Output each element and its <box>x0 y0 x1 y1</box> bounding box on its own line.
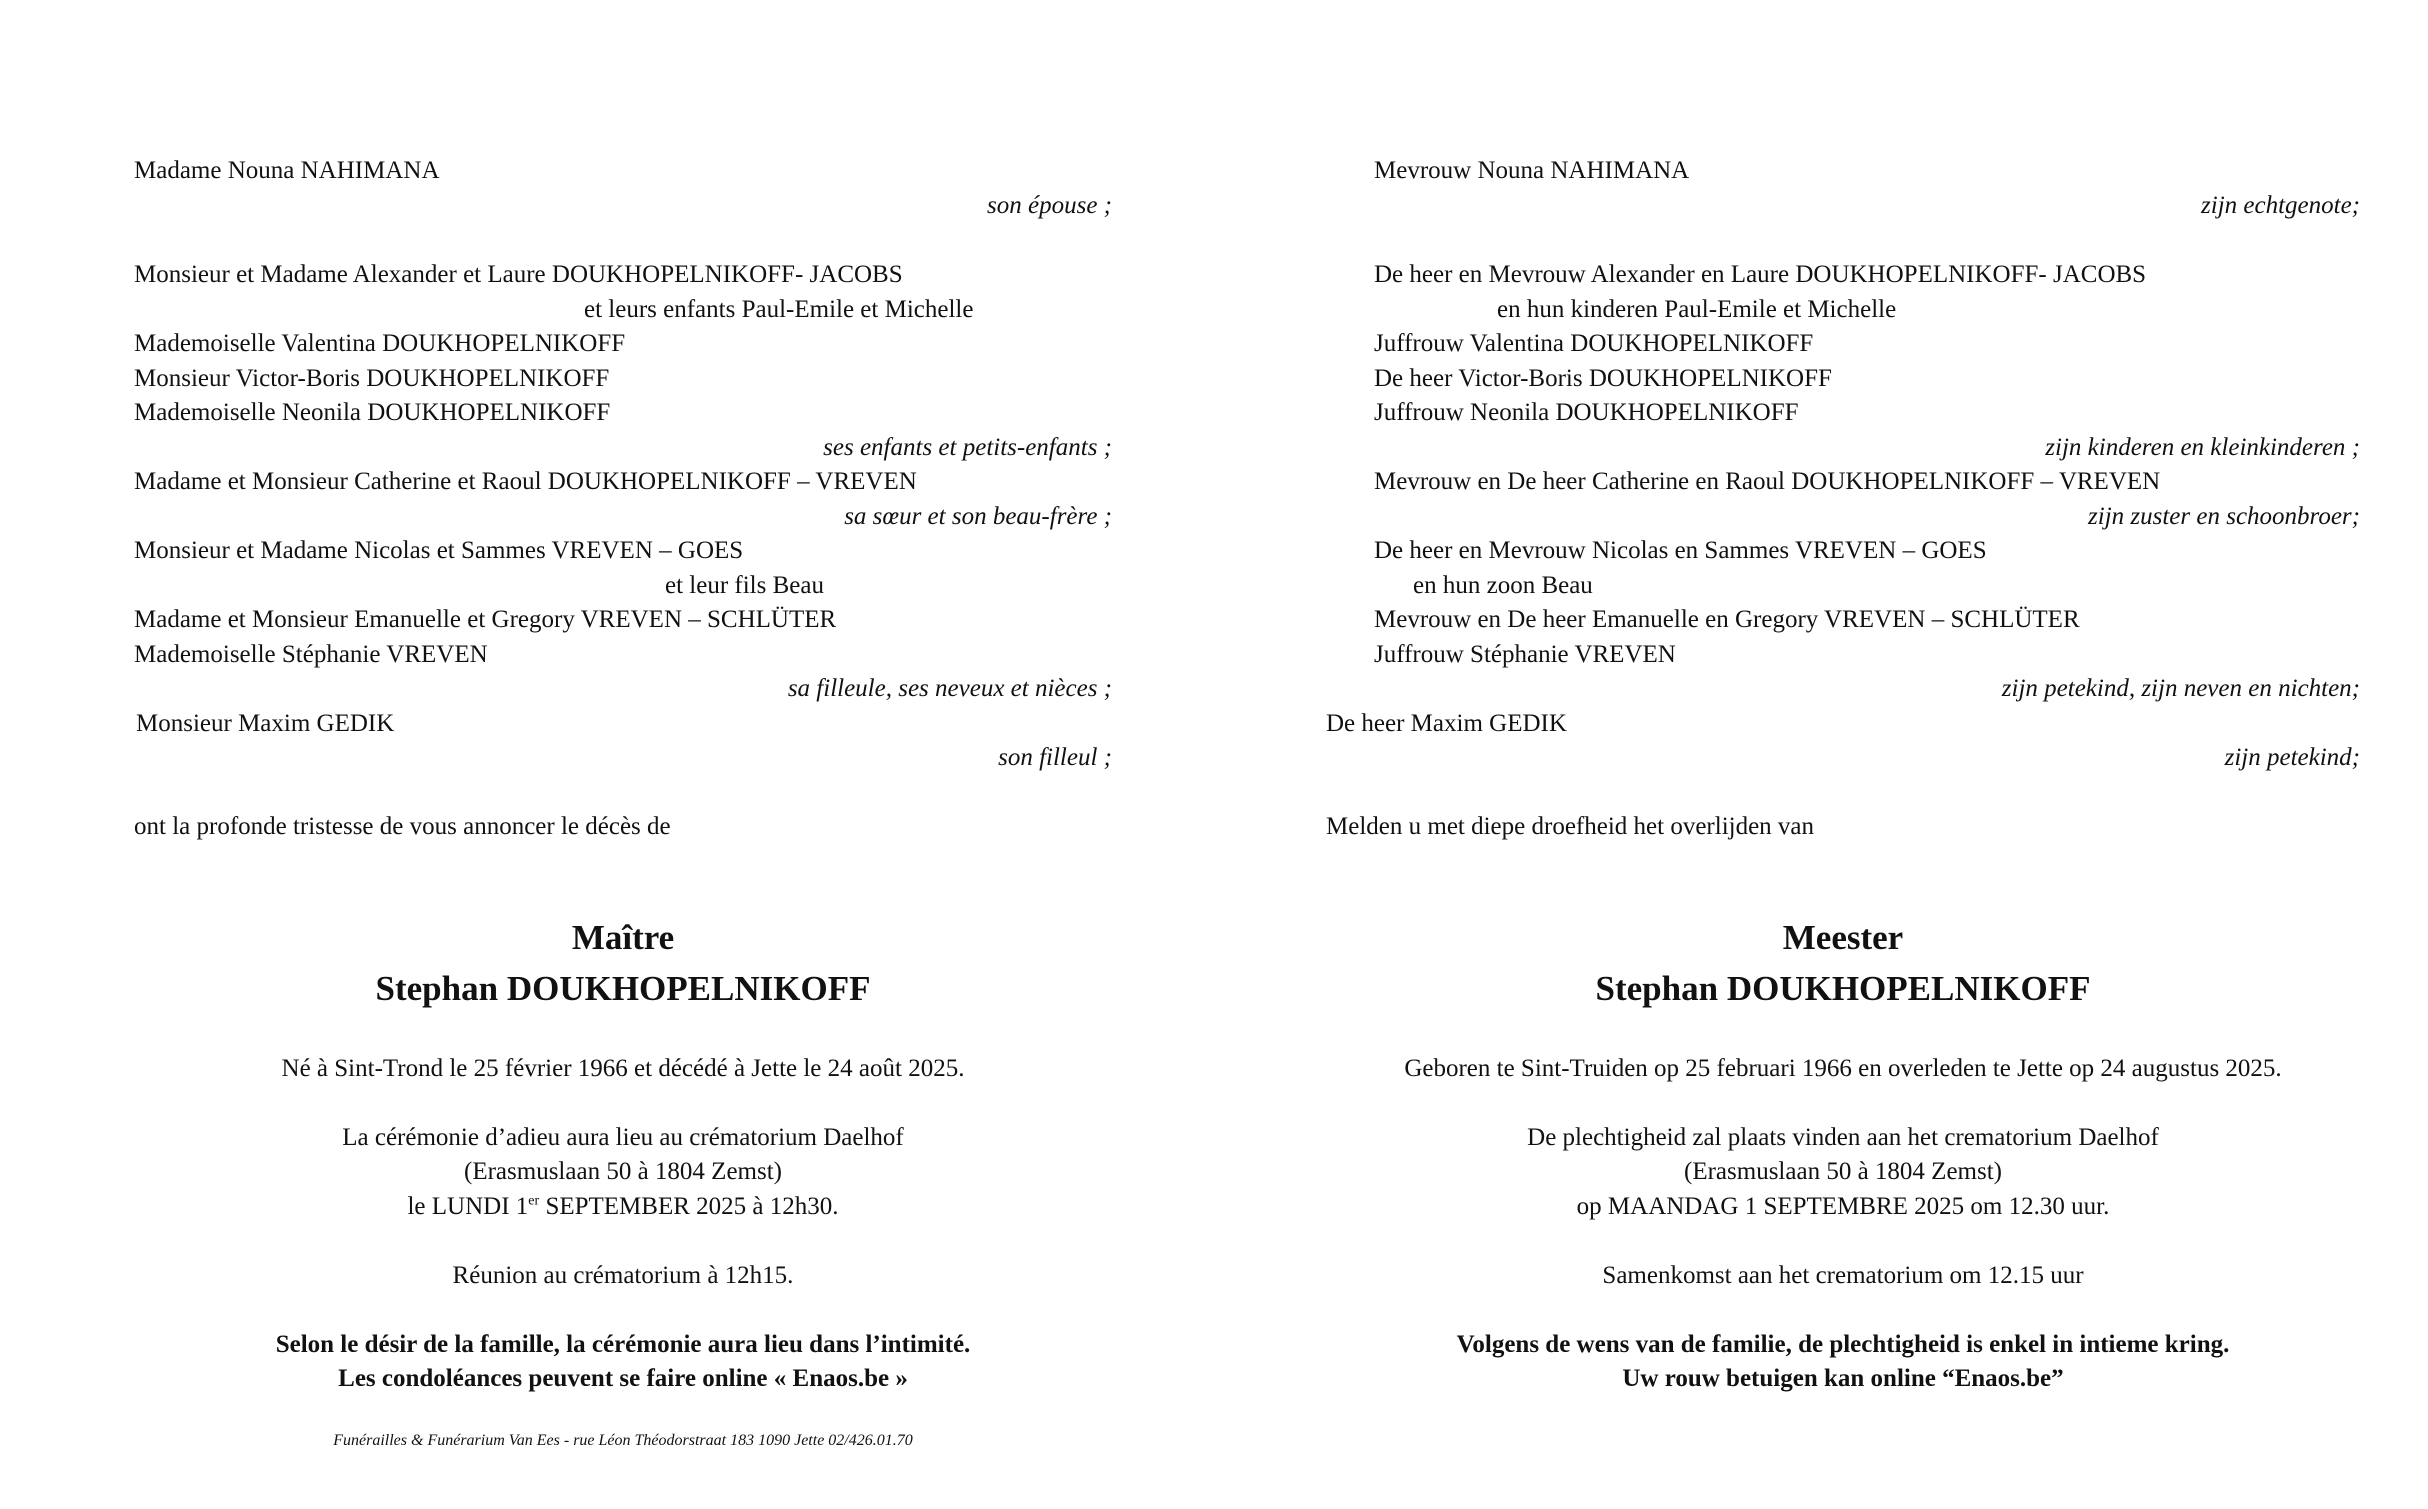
family-line: De heer en Mevrouw Nicolas en Sammes VREVEN – GOES <box>1374 537 1987 564</box>
relation-label: son épouse ; <box>987 192 1112 219</box>
relation-label: zijn petekind; <box>2224 744 2360 771</box>
family-line: Monsieur Maxim GEDIK <box>136 710 395 737</box>
relation-label: zijn zuster en schoonbroer; <box>2088 503 2360 530</box>
family-line: Juffrouw Stéphanie VREVEN <box>1374 641 1676 668</box>
birth-death-line: Né à Sint-Trond le 25 février 1966 et décédé à Jette le 24 août 2025. <box>281 1055 965 1082</box>
family-line: Madame et Monsieur Catherine et Raoul DOUKHOPELNIKOFF – VREVEN <box>134 468 917 495</box>
relation-label: zijn kinderen en kleinkinderen ; <box>2045 434 2360 461</box>
birth-death-line: Geboren te Sint-Truiden op 25 februari 1966 en overleden te Jette op 24 augustus 2025. <box>1404 1055 2282 1082</box>
family-line: Mademoiselle Valentina DOUKHOPELNIKOFF <box>134 330 626 357</box>
condolences-line: Les condoléances peuvent se faire online « Enaos.be » <box>338 1365 908 1392</box>
reunion-line: Réunion au crématorium à 12h15. <box>452 1262 794 1289</box>
family-line: Mademoiselle Neonila DOUKHOPELNIKOFF <box>134 399 611 426</box>
family-line: et leurs enfants Paul-Emile et Michelle <box>584 296 974 323</box>
deceased-name: Stephan DOUKHOPELNIKOFF <box>375 969 871 1008</box>
address-line: (Erasmuslaan 50 à 1804 Zemst) <box>464 1158 782 1185</box>
family-line: Monsieur et Madame Alexander et Laure DOUKHOPELNIKOFF- JACOBS <box>134 261 903 288</box>
family-line: et leur fils Beau <box>665 572 824 599</box>
family-line: Madame Nouna NAHIMANA <box>134 157 440 184</box>
relation-label: zijn petekind, zijn neven en nichten; <box>2001 675 2360 702</box>
ceremony-line: De plechtigheid zal plaats vinden aan het crematorium Daelhof <box>1527 1124 2159 1151</box>
french-notice <box>134 0 1112 1509</box>
family-line: Juffrouw Neonila DOUKHOPELNIKOFF <box>1374 399 1799 426</box>
deceased-title: Meester <box>1782 918 1904 957</box>
address-line: (Erasmuslaan 50 à 1804 Zemst) <box>1684 1158 2002 1185</box>
family-line: Juffrouw Valentina DOUKHOPELNIKOFF <box>1374 330 1814 357</box>
family-line: Mevrouw en De heer Emanuelle en Gregory VREVEN – SCHLÜTER <box>1374 606 2080 633</box>
announcement: Melden u met diepe droefheid het overlijden van <box>1326 813 1815 840</box>
relation-label: son filleul ; <box>998 744 1112 771</box>
wish-line: Selon le désir de la famille, la cérémonie aura lieu dans l’intimité. <box>275 1331 971 1358</box>
family-line: Mevrouw en De heer Catherine en Raoul DOUKHOPELNIKOFF – VREVEN <box>1374 468 2161 495</box>
relation-label: ses enfants et petits-enfants ; <box>823 434 1112 461</box>
relation-label: sa sœur et son beau-frère ; <box>844 503 1112 530</box>
funeral-home-footer: Funérailles & Funérarium Van Ees - rue Léon Théodorstraat 183 1090 Jette 02/426.01.70 <box>333 1432 913 1449</box>
ceremony-date: op MAANDAG 1 SEPTEMBRE 2025 om 12.30 uur. <box>1576 1193 2110 1220</box>
family-line: Madame et Monsieur Emanuelle et Gregory VREVEN – SCHLÜTER <box>134 606 837 633</box>
family-line: en hun kinderen Paul-Emile et Michelle <box>1497 296 1897 323</box>
relation-label: sa filleule, ses neveux et nièces ; <box>787 675 1112 702</box>
dutch-notice <box>1326 0 2360 1509</box>
ceremony-line: La cérémonie d’adieu aura lieu au crématorium Daelhof <box>342 1124 904 1151</box>
relation-label: zijn echtgenote; <box>2201 192 2360 219</box>
family-line: De heer Maxim GEDIK <box>1326 710 1567 737</box>
family-line: De heer en Mevrouw Alexander en Laure DOUKHOPELNIKOFF- JACOBS <box>1374 261 2147 288</box>
wish-line: Volgens de wens van de familie, de plechtigheid is enkel in intieme kring. <box>1456 1331 2230 1358</box>
family-line: Monsieur et Madame Nicolas et Sammes VREVEN – GOES <box>134 537 744 564</box>
family-line: en hun zoon Beau <box>1413 572 1593 599</box>
deceased-name: Stephan DOUKHOPELNIKOFF <box>1595 969 2091 1008</box>
reunion-line: Samenkomst aan het crematorium om 12.15 uur <box>1602 1262 2084 1289</box>
deceased-title: Maître <box>571 918 675 957</box>
condolences-line: Uw rouw betuigen kan online “Enaos.be” <box>1622 1365 2064 1392</box>
family-line: Mademoiselle Stéphanie VREVEN <box>134 641 488 668</box>
family-line: Monsieur Victor-Boris DOUKHOPELNIKOFF <box>134 365 610 392</box>
announcement: ont la profonde tristesse de vous annoncer le décès de <box>134 813 671 840</box>
family-line: De heer Victor-Boris DOUKHOPELNIKOFF <box>1374 365 1832 392</box>
ceremony-date: le LUNDI 1er SEPTEMBER 2025 à 12h30. <box>407 1193 839 1220</box>
family-line: Mevrouw Nouna NAHIMANA <box>1374 157 1690 184</box>
